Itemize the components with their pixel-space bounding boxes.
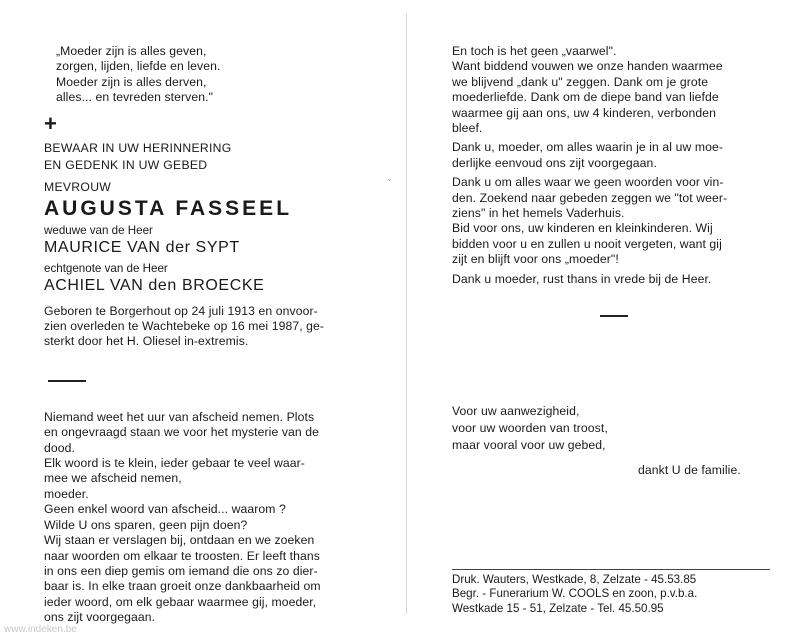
- prayer-line: bidden voor u en zullen u nooit vergeten, want gij: [452, 236, 722, 251]
- fold-line: [406, 14, 407, 614]
- family-signoff: dankt U de familie.: [638, 463, 741, 478]
- poem-line: moeder.: [44, 486, 89, 501]
- poem-line: mee we afscheid nemen,: [44, 471, 182, 486]
- remember-heading: [44, 140, 364, 174]
- prayer-line: derlijke eenvoud ons zijt voorgegaan.: [452, 155, 657, 170]
- poem-line: naar woorden om elkaar te troosten. Er leeft thans: [44, 548, 320, 563]
- bio-line: Geboren te Borgerhout op 24 juli 1913 en onvoor-: [44, 303, 318, 318]
- section-divider: [48, 380, 86, 382]
- footer-line: Druk. Wauters, Westkade, 8, Zelzate - 45.53.85: [452, 572, 697, 586]
- widow-of-label: weduwe van de Heer: [44, 223, 153, 237]
- left-panel: [44, 44, 364, 626]
- poem-line: Wij staan er verslagen bij, ontdaan en we zoeken: [44, 533, 315, 548]
- print-speck: ˇ: [388, 178, 391, 188]
- cross-symbol: +: [44, 110, 57, 136]
- thanks-block: [452, 403, 772, 478]
- quote-line: „Moeder zijn is alles geven,: [56, 44, 207, 58]
- quote-line: zorgen, lijden, liefde en leven.: [56, 59, 221, 74]
- quote-line: alles... en tevreden sterven.": [56, 90, 214, 105]
- prayer-line: we blijvend „dank u" zeggen. Dank om je grote: [452, 74, 709, 89]
- prayer-paragraph-1: [452, 44, 772, 136]
- prayer-line: Dank u om alles waar we geen woorden voor vin-: [452, 175, 724, 190]
- footer-line: Westkade 15 - 51, Zelzate - Tel. 45.50.95: [452, 601, 664, 615]
- thanks-line: maar vooral voor uw gebed,: [452, 438, 606, 453]
- poem-line: ieder woord, om elk gebaar waarmee gij, moeder,: [44, 594, 317, 609]
- spouse-of-label: echtgenote van de Heer: [44, 261, 168, 275]
- poem-line: ons zijt voorgegaan.: [44, 610, 156, 625]
- quote-line: Moeder zijn is alles derven,: [56, 74, 207, 89]
- poem-line: dood.: [44, 440, 75, 455]
- poem-line: Geen enkel woord van afscheid... waarom ?: [44, 502, 286, 517]
- remember-line: BEWAAR IN UW HERINNERING: [44, 140, 232, 155]
- poem-line: Wilde U ons sparen, geen pijn doen?: [44, 517, 248, 532]
- prayer-line: moederliefde. Dank om de diepe band van liefde: [452, 90, 719, 105]
- poem-line: Elk woord is te klein, ieder gebaar te veel waar-: [44, 456, 305, 471]
- poem-line: en ongevraagd staan we voor het mysterie van de: [44, 425, 320, 440]
- prayer-line: Dank u moeder, rust thans in vrede bij de Heer.: [452, 271, 712, 286]
- printer-footer: [452, 569, 770, 617]
- section-divider: [600, 315, 628, 317]
- footer-line: Begr. - Funerarium W. COOLS en zoon, p.v.b.a.: [452, 587, 698, 601]
- remember-line: EN GEDENK IN UW GEBED: [44, 157, 208, 172]
- bio-line: sterkt door het H. Oliesel in-extremis.: [44, 334, 249, 349]
- poem-line: in ons een diep gemis om iemand die ons zo dier-: [44, 563, 318, 578]
- second-husband-name: ACHIEL VAN den BROECKE: [44, 276, 265, 294]
- thanks-line: Voor uw aanwezigheid,: [452, 404, 580, 419]
- poem-line: Niemand weet het uur van afscheid nemen. Plots: [44, 409, 315, 424]
- prayer-line: den. Zoekend naar gebeden zeggen we "tot weer-: [452, 190, 728, 205]
- prayer-line: zijt en blijft voor ons „moeder"!: [452, 252, 619, 267]
- prayer-line: Dank u, moeder, om alles waarin je in al uw moe-: [452, 140, 724, 155]
- prayer-paragraph-2: [452, 140, 772, 171]
- farewell-poem: [44, 410, 364, 626]
- prayer-line: ziens" in het hemels Vaderhuis.: [452, 206, 625, 221]
- thanks-line: voor uw woorden van troost,: [452, 421, 608, 436]
- prayer-line: waarmee gij aan ons, uw 4 kinderen, verbonden: [452, 105, 716, 120]
- deceased-name: AUGUSTA FASSEEL: [44, 196, 293, 220]
- honorific: MEVROUW: [44, 179, 112, 194]
- first-husband-name: MAURICE VAN der SYPT: [44, 238, 240, 256]
- prayer-paragraph-3: [452, 175, 772, 287]
- prayer-line: En toch is het geen „vaarwel".: [452, 44, 617, 58]
- site-watermark: www.indeken.be: [4, 624, 77, 635]
- prayer-line: Want biddend vouwen we onze handen waarmee: [452, 59, 723, 74]
- poem-line: baar is. In elke traan groeit onze dankbaarheid om: [44, 579, 321, 594]
- opening-quote: [56, 44, 364, 106]
- bio-line: zien overleden te Wachtebeke op 16 mei 1987, ge-: [44, 319, 325, 334]
- biography: [44, 304, 364, 350]
- prayer-line: Bid voor ons, uw kinderen en kleinkinderen. Wij: [452, 221, 713, 236]
- prayer-line: bleef.: [452, 121, 483, 136]
- right-panel: [452, 44, 772, 616]
